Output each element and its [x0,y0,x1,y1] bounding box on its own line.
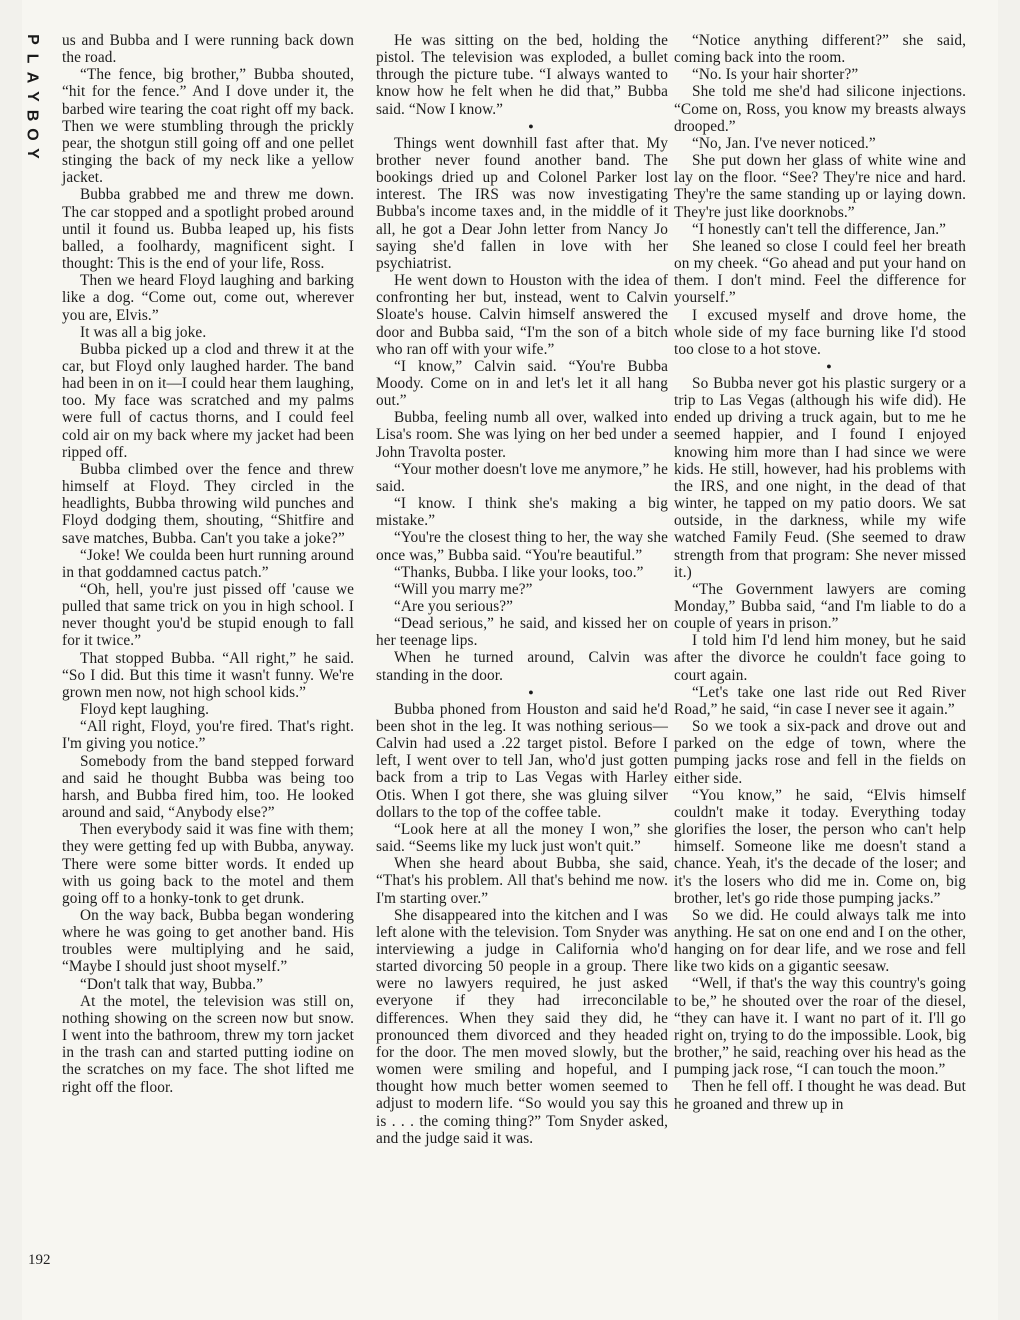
paragraph: I told him I'd lend him money, but he said after the divorce he couldn't face going to court again. [674,632,966,684]
paragraph: “Thanks, Bubba. I like your looks, too.” [394,563,644,581]
page-number: 192 [28,1252,51,1268]
paragraph: So we took a six-pack and drove out and parked on the edge of town, where the pumping jacks rose and fell in the fields on either side. [674,718,966,787]
paragraph: Then we heard Floyd laughing and barking like a dog. “Come out, come out, wherever you are, Elvis.” [62,272,354,324]
paragraph: “All right, Floyd, you're fired. That's right. I'm giving you notice.” [62,718,354,753]
paragraph: “You know,” he said, “Elvis himself couldn't make it today. Everything today glorifies the loser, the person who can't help himself. Someone like me doesn't stand a chance. Yeah, it's the decade of the loser; and it's the losers who did me in. Come on, big brother, let's go ride those pumping jacks.” [674,786,966,907]
paragraph: “Joke! We coulda been hurt running around in that goddamned cactus patch.” [62,546,354,581]
paragraph: He was sitting on the bed, holding the pistol. The television was exploded, a bullet through the picture tube. “I always wanted to know how he felt when he did that,” Bubba said. “Now I know.” [376,32,668,118]
paragraph: She disappeared into the kitchen and I was left alone with the television. Tom Snyder was interviewing a judge in California who'd started divorcing 50 people in a group. There were no lawyers required, he just asked everyone if they had irreconcilable differences. When they said they did, he pronounced them divorced and they headed for the door. The men moved slowly, but the women were smiling and hopeful, and I thought how much better women seemed to adjust to modern life. “So would you say this is . . . the coming thing?” Tom Snyder asked, and the judge said it was. [376,906,668,1147]
masthead-letter: Y [23,91,41,102]
paragraph: Bubba, feeling numb all over, walked into Lisa's room. She was lying on her bed under a John Travolta poster. [376,409,668,461]
paragraph: Bubba phoned from Houston and said he'd been shot in the leg. It was nothing serious—Calvin had used a .22 target pistol. Before I left, I went over to tell Jan, who'd just gotten back from a trip to Las Vegas with Harley Otis. When I got there, she was gluing silver dollars to the top of the coffee table. [376,700,668,821]
masthead-letter: Y [23,148,41,159]
paragraph: She put down her glass of white wine and lay on the floor. “See? They're nice and hard. They're the same standing up or laying down. They're just like doorknobs.” [674,152,966,221]
masthead-letter: B [23,109,41,122]
paragraph: Bubba grabbed me and threw me down. The car stopped and a spotlight probed around until it found us. Bubba leaped up, his fists balled, a foolhardy, magnificent sight. I thought: This is the end of your life, Ross. [62,186,354,273]
paragraph: “Notice anything different?” she said, coming back into the room. [674,32,966,67]
section-break-bullet: ● [528,686,534,697]
masthead-letter: L [23,53,41,64]
paragraph: Then he fell off. I thought he was dead. But he groaned and threw up in [674,1078,966,1113]
text-column-1 [62,32,354,1096]
paragraph: “Let's take one last ride out Red River Road,” he said, “in case I never see it again.” [674,683,966,718]
paragraph: I excused myself and drove home, the whole side of my face burning like I'd stood too close to a hot stove. [674,306,966,358]
paragraph: That stopped Bubba. “All right,” he said. “So I did. But this time it wasn't funny. We're grown men now, not high school kids.” [62,649,354,701]
paragraph: When she heard about Bubba, she said, “That's his problem. All that's behind me now. I'm starting over.” [376,855,668,907]
paragraph: “Will you marry me?” [394,580,533,598]
paragraph: “You're the closest thing to her, the way she once was,” Bubba said. “You're beautiful.” [376,529,668,564]
paragraph: “Are you serious?” [394,598,514,615]
paragraph: On the way back, Bubba began wondering where he was going to get another band. His troubles were multiplying and he said, “Maybe I should just shoot myself.” [62,906,354,976]
paragraph: So we did. He could always talk me into anything. He sat on one end and I on the other, hanging on for dear life, and we rose and fell like two kids on a gigantic seesaw. [674,906,966,976]
masthead-letter: O [23,128,41,141]
section-break-bullet: ● [528,120,534,131]
masthead-letter: P [23,34,41,45]
paragraph: Bubba picked up a clod and threw it at the car, but Floyd only laughed harder. The band had been in on it—I could hear them laughing, too. My face was scratched and my palms were full of cactus thorns, and I could feel cold air on my back where my jacket had been ripped off. [62,340,354,461]
paragraph: It was all a big joke. [80,323,207,341]
paragraph: “Well, if that's the way this country's going to be,” he shouted over the roar of the diesel, “they can have it. I want no part of it. I'll go right on, trying to do the impossible. Look, big brother,” he said, reaching over his head as the pumping jack rose, “I can touch the moon.” [674,975,966,1079]
paragraph: Somebody from the band stepped forward and said he thought Bubba was being too harsh, and Bubba fired him, too. He looked around and said, “Anybody else?” [62,752,354,822]
masthead-vertical [22,30,42,163]
paragraph: “No, Jan. I've never noticed.” [692,134,876,152]
paragraph: “The Government lawyers are coming Monday,” Bubba said, “and I'm liable to do a couple of years in prison.” [674,580,966,633]
paragraph: She told me she'd had silicone injections. “Come on, Ross, you know my breasts always drooped.” [674,83,966,135]
paragraph: When he turned around, Calvin was standing in the door. [376,649,668,684]
paragraph: “I honestly can't tell the difference, Jan.” [692,220,947,238]
paragraph: She leaned so close I could feel her breath on my cheek. “Go ahead and put your hand on them. I don't mind. Feel the difference for yourself.” [674,237,966,307]
paragraph: “Oh, hell, you're just pissed off 'cause we pulled that same trick on you in high school. I never thought you'd be stupid enough to fall for it twice.” [62,581,354,650]
section-break-bullet: ● [826,360,832,371]
paragraph: “No. Is your hair shorter?” [692,66,859,84]
paragraph: Things went downhill fast after that. My brother never found another band. The bookings dried up and Colonel Parker lost interest. The IRS was now investigating Bubba's income taxes and, in the middle of it all, he got a Dear John letter from Nancy Jo saying she'd fallen in love with her psychiatrist. [376,134,668,272]
paragraph: “The fence, big brother,” Bubba shouted, “hit for the fence.” And I dove under it, the barbed wire tearing the coat right off my back. Then we were stumbling through the prickly pear, the shotgun still going off and one pellet stinging the back of my neck like a yellow jacket. [62,66,354,187]
paragraph: Floyd kept laughing. [80,701,210,719]
text-column-3 [674,32,966,1113]
paragraph: “Your mother doesn't love me anymore,” he said. [376,460,668,495]
paragraph: us and Bubba and I were running back down the road. [62,32,354,67]
paragraph: So Bubba never got his plastic surgery or a trip to Las Vegas (although his wife did). He ended up driving a truck again, but to me he seemed happier, and I found I enjoyed knowing him more than I had since we were kids. He still, however, had his problems with the IRS, and one night, in the dead of that winter, he tapped on my patio doors. We sat outside, in the darkness, while my wife watched Family Feud. (She seemed to draw strength from that program: She never missed it.) [674,374,966,581]
paragraph: Bubba climbed over the fence and threw himself at Floyd. They circled in the headlights, Bubba throwing wild punches and Floyd dodging them, shouting, “Shitfire and save matches, Bubba. Can't you take a joke?” [62,460,354,547]
paragraph: He went down to Houston with the idea of confronting her but, instead, went to Calvin Sloate's house. Calvin himself answered the door and Bubba said, “I'm the son of a bitch who ran off with your wife.” [376,272,668,358]
text-column-2 [376,32,668,1147]
paragraph: Then everybody said it was fine with them; they were getting fed up with Bubba, anyway. There were some bitter words. It ended up with us going back to the motel and them going off to a honky-tonk to get drunk. [62,821,354,907]
paragraph: “I know. I think she's making a big mistake.” [376,495,668,530]
masthead-letter: A [23,71,41,84]
paragraph: “Dead serious,” he said, and kissed her on her teenage lips. [376,615,668,650]
paragraph: At the motel, the television was still on, nothing showing on the screen now but snow. I went into the bathroom, threw my torn jacket in the trash can and started putting iodine on the scratches on my face. The shot lifted me right off the floor. [62,992,354,1096]
paragraph: “Don't talk that way, Bubba.” [80,975,264,993]
paragraph: “I know,” Calvin said. “You're Bubba Moody. Come on in and let's let it all hang out.” [376,357,668,410]
paragraph: “Look here at all the money I won,” she said. “Seems like my luck just won't quit.” [376,820,668,856]
